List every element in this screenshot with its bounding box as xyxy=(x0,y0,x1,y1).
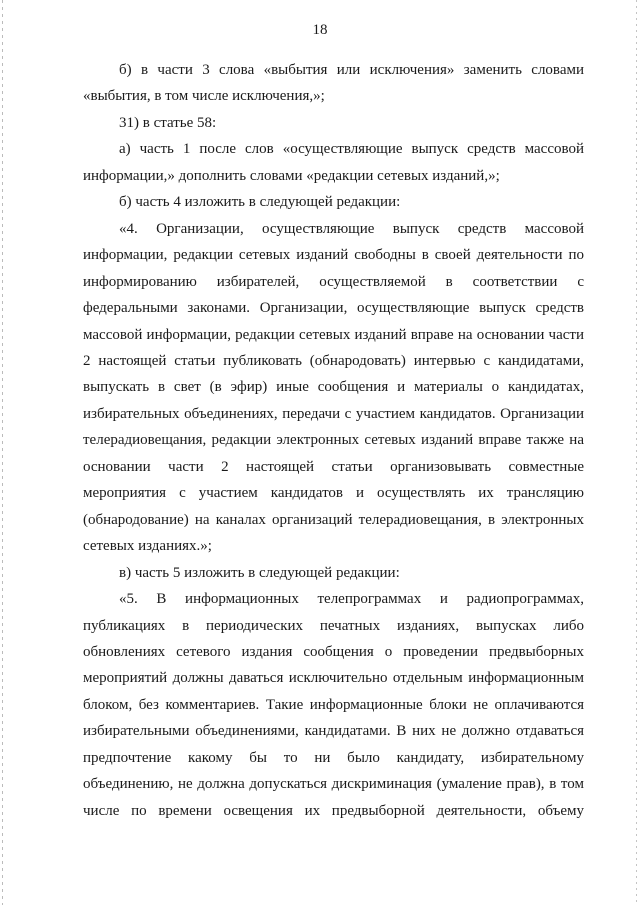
text-line: 31) в статье 58: xyxy=(119,114,217,131)
text-line: блоком, без комментариев. Такие информационные блоки не оплачиваются xyxy=(83,696,584,713)
text-line: информации,» дополнить словами «редакции сетевых изданий,»; xyxy=(83,167,500,184)
text-line: «выбытия, в том числе исключения,»; xyxy=(83,88,325,105)
text-line: предпочтение какому бы то ни было кандидату, избирательному xyxy=(83,749,584,766)
text-line: публикациях в периодических печатных изданиях, выпусках либо xyxy=(83,617,584,634)
text-line: б) в части 3 слова «выбытия или исключения» заменить словами xyxy=(119,62,584,78)
text-line: б) часть 4 изложить в следующей редакции: xyxy=(119,194,401,211)
text-line: избирательных объединениях, передачи с участием кандидатов. Организации xyxy=(83,405,584,422)
text-line: объединению, не должна допускаться дискриминация (умаление прав), в том xyxy=(83,776,584,793)
text-line: выпускать в свет (в эфир) иные сообщения и материалы о кандидатах, xyxy=(83,379,584,396)
text-line: а) часть 1 после слов «осуществляющие выпуск средств массовой xyxy=(119,141,584,158)
text-line: в) часть 5 изложить в следующей редакции: xyxy=(119,564,400,581)
text-line: обновлениях сетевого издания сообщения о проведении предвыборных xyxy=(83,643,584,660)
text-line: информации, редакции сетевых изданий свободны в своей деятельности по xyxy=(83,247,584,264)
text-line: федеральными законами. Организации, осуществляющие выпуск средств xyxy=(83,300,584,317)
scan-edge-left xyxy=(2,0,3,905)
text-line: (обнародование) на каналах организаций телерадиовещания, в электронных xyxy=(83,511,584,528)
text-line: «4. Организации, осуществляющие выпуск средств массовой xyxy=(119,220,584,237)
page-number: 18 xyxy=(312,22,328,38)
text-line: избирательными объединениями, кандидатами. В них не должно отдаваться xyxy=(83,723,584,740)
text-line: мероприятий должны даваться исключительно отдельным информационным xyxy=(83,670,584,687)
text-line: мероприятия с участием кандидатов и осуществлять их трансляцию xyxy=(83,485,584,502)
text-line: массовой информации, редакции сетевых изданий вправе на основании части xyxy=(83,326,584,343)
document-body xyxy=(83,57,584,824)
text-line: информированию избирателей, осуществляемой в соответствии с xyxy=(83,273,584,290)
text-line: сетевых изданиях.»; xyxy=(83,538,212,555)
scan-edge-right xyxy=(636,0,637,905)
text-line: 2 настоящей статьи публиковать (обнародовать) интервью с кандидатами, xyxy=(83,352,584,369)
text-line: телерадиовещания, редакции электронных сетевых изданий вправе также на xyxy=(83,432,584,449)
text-line: основании части 2 настоящей статьи организовывать совместные xyxy=(83,458,584,475)
text-line: «5. В информационных телепрограммах и радиопрограммах, xyxy=(119,591,584,608)
text-line: числе по времени освещения их предвыборной деятельности, объему xyxy=(83,802,584,819)
